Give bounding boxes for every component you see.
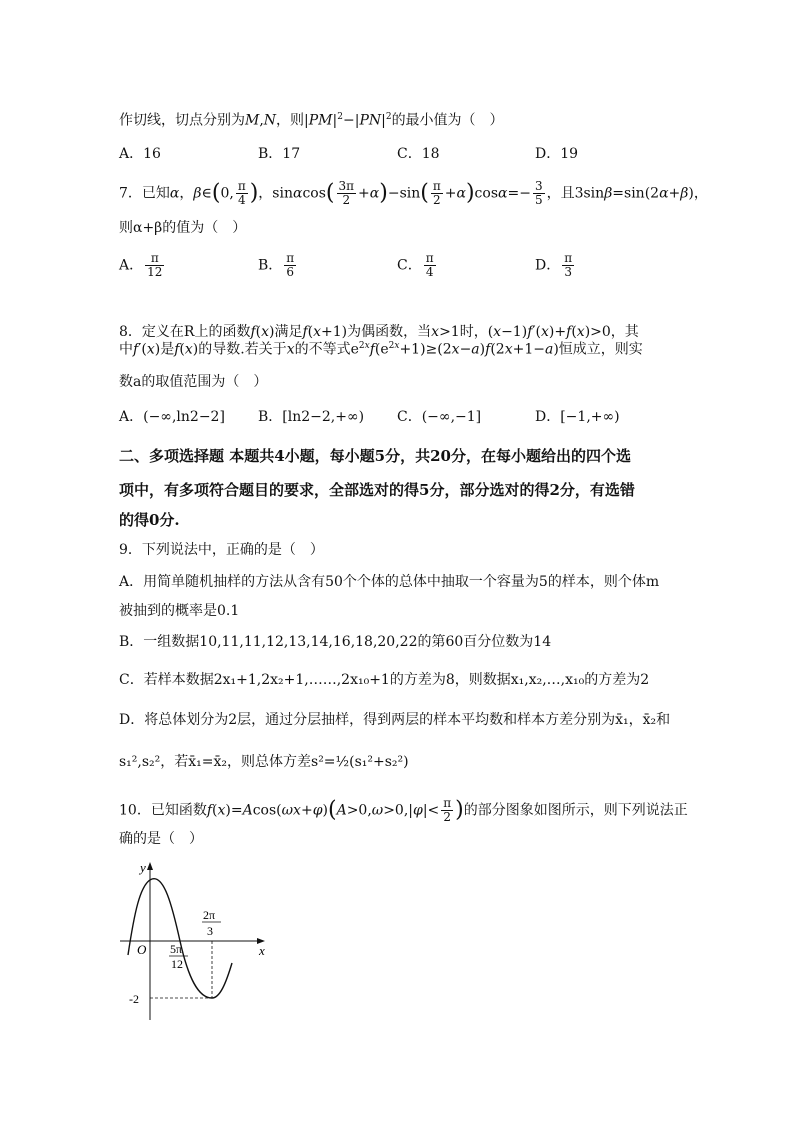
x-axis-label: x [259,943,265,958]
q6-option-a[interactable]: A．16 [119,146,161,162]
q8-option-c[interactable]: C．(−∞,−1] [397,409,482,425]
q9-option-a-line2: 被抽到的概率是0.1 [119,603,240,619]
q7-stem-line1: 7．已知α，β∈(0, $\frac{\pi}{4}$ )，sinαcos( $\frac{3\pi}{2}$ +α)−sin( $\frac{\pi}{2}$ +α)cosα=− $\frac{3}{5}$ ，且3sinβ=sin(2α+β)， [119,179,708,207]
q7-option-d[interactable]: D． $\frac{\pi}{3}$ [535,251,573,279]
cosine-curve [128,879,232,998]
tick-5pi12-num: 5π [170,942,183,956]
tick-2pi3-den: 3 [207,924,213,938]
q9-option-d-line2: s₁²,s₂²，若x̄₁=x̄₂，则总体方差s²=½(s₁²+s₂²) [119,754,409,770]
section2-heading-line1: 二、多项选择题 本题共4小题，每小题5分，共20分，在每小题给出的四个选 [119,447,631,465]
origin-label: O [137,942,147,957]
q10-stem-line1: 10．已知函数f(x)=Acos(ωx+φ)(A>0,ω>0,|φ|< $\frac{\pi}{2}$ )的部分图象如图所示，则下列说法正 [119,796,688,824]
q6-stem: 作切线，切点分别为M,N，则$|PM|^2-|PN|^2$的最小值为（ ） [119,112,504,129]
section2-heading-line3: 的得0分. [119,511,180,529]
q8-option-b[interactable]: B．[ln2−2,+∞) [258,409,365,425]
y-axis-label: y [140,860,146,875]
q8-option-a[interactable]: A．(−∞,ln2−2] [119,409,225,425]
q9-option-b[interactable]: B．一组数据10,11,11,12,13,14,16,18,20,22的第60百分位数为14 [119,634,552,650]
min-value-label: -2 [129,992,139,1006]
function-graph [110,855,280,1025]
section2-heading-line2: 项中，有多项符合题目的要求，全部选对的得5分，部分选对的得2分，有选错 [119,481,635,499]
q7-option-c[interactable]: C． $\frac{\pi}{4}$ [397,251,434,279]
q7-option-a[interactable]: A． $\frac{\pi}{12}$ [119,251,163,279]
q8-stem-line3: 数a的取值范围为（ ） [119,374,268,390]
q9-option-a-line1[interactable]: A．用简单随机抽样的方法从含有50个个体的总体中抽取一个容量为5的样本，则个体m [119,574,660,590]
q9-stem: 9．下列说法中，正确的是（ ） [119,542,324,558]
tick-2pi3-num: 2π [203,908,216,922]
q9-option-d-line1[interactable]: D．将总体划分为2层，通过分层抽样，得到两层的样本平均数和样本方差分别为x̄₁，x̄₂和 [119,712,671,728]
q6-option-b[interactable]: B．17 [258,146,301,162]
y-axis-arrow-icon [147,862,153,870]
q10-stem-line2: 确的是（ ） [119,831,203,847]
q8-line2: 中f′(x)是f(x)的导数.若关于x的不等式$e^{2x}f(e^{2x}+1)\ge(2x-a)f(2x+1-a)$恒成立，则实 [119,341,643,358]
q8-stem-line1: 8．定义在R上的函数f(x)满足f(x+1)为偶函数，当x>1时，(x−1)f′(x)+f(x)>0，其 [119,324,639,340]
q7-option-b[interactable]: B． $\frac{\pi}{6}$ [258,251,295,279]
tick-5pi12-den: 12 [171,957,183,971]
q6-option-d[interactable]: D．19 [535,146,579,162]
q7-stem-line2: 则α+β的值为（ ） [119,220,247,236]
q9-option-c[interactable]: C．若样本数据2x₁+1,2x₂+1,……,2x₁₀+1的方差为8，则数据x₁,x₂,…,x₁₀的方差为2 [119,672,650,688]
q8-option-d[interactable]: D．[−1,+∞) [535,409,620,425]
q6-option-c[interactable]: C．18 [397,146,440,162]
